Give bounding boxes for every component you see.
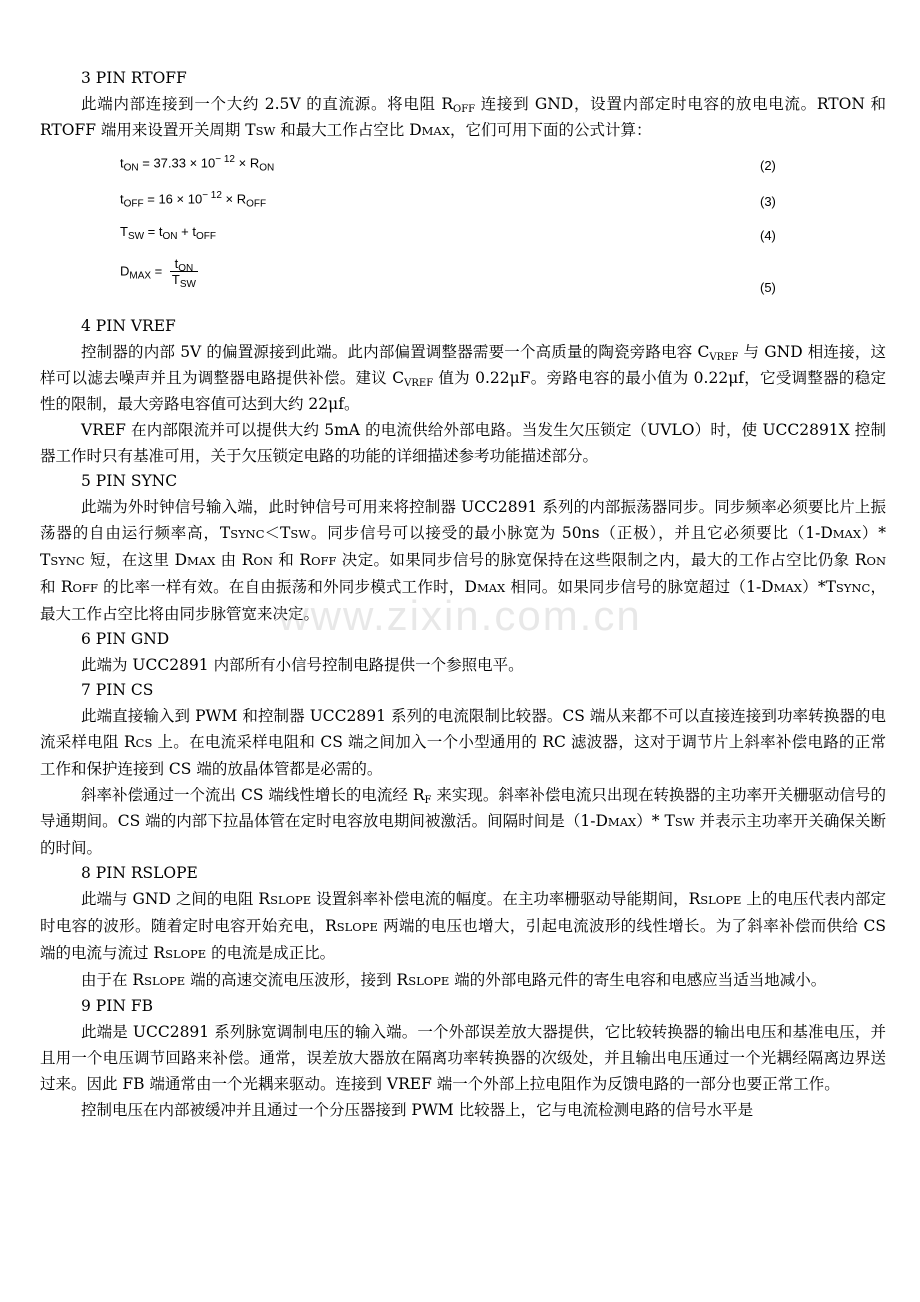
equation-tsw: $T_{SW} = t_{ON} + t_{OFF}$ xyxy=(120,224,216,242)
equations-block xyxy=(40,144,886,314)
section-title-gnd: 6 PIN GND xyxy=(81,630,170,648)
paragraph-rtoff: 此端内部连接到一个大约 2.5V 的直流源。将电阻 $R_{OFF}$ 连接到 GND，设置内部定时电容的放电电流。RTON 和 RTOFF 端用来设置开关周期 TSW 和最大工作占空比 DMAX，它们可用下面的公式计算： xyxy=(40,95,886,139)
section-title-fb: 9 PIN FB xyxy=(81,997,153,1015)
paragraph-rslope-1: 此端与 GND 之间的电阻 RSLOPE 设置斜率补偿电流的幅度。在主功率栅驱动导能期间，RSLOPE 上的电压代表内部定时电容的波形。随着定时电容开始充电，RSLOPE 两端的电压也增大，引起电流波形的线性增长。为了斜率补偿而供给 CS 端的电流与流过 RSLOPE 的电流是成正比。 xyxy=(40,890,886,962)
equation-number: (4) xyxy=(760,228,776,243)
equation-number: (3) xyxy=(760,194,776,209)
paragraph-fb-2: 控制电压在内部被缓冲并且通过一个分压器接到 PWM 比较器上，它与电流检测电路的信号水平是 xyxy=(81,1101,754,1119)
paragraph-sync: 此端为外时钟信号输入端，此时钟信号可用来将控制器 UCC2891 系列的内部振荡器同步。同步频率必须要比片上振荡器的自由运行频率高，TSYNC＜TSW。同步信号可以接受的最小脉宽为 50ns（正极），并且它必须要比（1-DMAX）* TSYNC 短，在这里 DMAX 由 RON 和 ROFF 决定。如果同步信号的脉宽保持在这些限制之内，最大的工作占空比仍象 RON 和 ROFF 的比率一样有效。在自由振荡和外同步模式工作时，DMAX 相同。如果同步信号的脉宽超过（1-DMAX）*TSYNC，最大工作占空比将由同步脉管宽来决定。 xyxy=(40,498,887,623)
equation-number: (2) xyxy=(760,158,776,173)
paragraph-vref-2: VREF 在内部限流并可以提供大约 5mA 的电流供给外部电路。当发生欠压锁定（UVLO）时，使 UCC2891X 控制器工作时只有基准可用，关于欠压锁定电路的功能的详细描述参考功能描述部分。 xyxy=(40,421,886,465)
paragraph-vref-1: 控制器的内部 5V 的偏置源接到此端。此内部偏置调整器需要一个高质量的陶瓷旁路电容 $C_{VREF}$ 与 GND 相连接，这样可以滤去噪声并且为调整器电路提供补偿。建议 $C_{VREF}$ 值为 0.22μF。旁路电容的最小值为 0.22μf，它受调整器的稳定性的限制，最大旁路电容值可达到大约 22μf。 xyxy=(40,343,886,413)
paragraph-gnd: 此端为 UCC2891 内部所有小信号控制电路提供一个参照电平。 xyxy=(81,656,524,674)
section-title-cs: 7 PIN CS xyxy=(81,681,154,699)
equation-toff: $t_{OFF} = 16 \times 10^{- 12} \times R_{OFF}$ xyxy=(120,190,267,210)
paragraph-cs-2: 斜率补偿通过一个流出 CS 端线性增长的电流经 $R_F$ 来实现。斜率补偿电流只出现在转换器的主功率开关栅驱动信号的导通期间。CS 端的内部下拉晶体管在定时电容放电期间被激活。间隔时间是（1-DMAX）* TSW 并表示主功率开关确保关断的时间。 xyxy=(40,786,887,857)
section-title-rslope: 8 PIN RSLOPE xyxy=(81,864,198,882)
paragraph-fb-1: 此端是 UCC2891 系列脉宽调制电压的输入端。一个外部误差放大器提供，它比较转换器的输出电压和基准电压，并且用一个电压调节回路来补偿。通常，误差放大器放在隔离功率转换器的次级处，并且输出电压通过一个光耦经隔离边界送过来。因此 FB 端通常由一个光耦来驱动。连接到 VREF 端一个外部上拉电阻作为反馈电路的一部分也要正常工作。 xyxy=(40,1023,886,1093)
equation-number: (5) xyxy=(760,280,776,295)
paragraph-rslope-2: 由于在 RSLOPE 端的高速交流电压波形，接到 RSLOPE 端的外部电路元件的寄生电容和电感应当适当地减小。 xyxy=(81,971,827,989)
section-title-sync: 5 PIN SYNC xyxy=(81,472,178,490)
paragraph-cs-1: 此端直接输入到 PWM 和控制器 UCC2891 系列的电流限制比较器。CS 端从来都不可以直接连接到功率转换器的电流采样电阻 RCS 上。在电流采样电阻和 CS 端之间加入一个小型通用的 RC 滤波器，这对于调节片上斜率补偿电路的正常工作和保护连接到 CS 端的放晶体管都是必需的。 xyxy=(40,707,886,778)
equation-dmax: $D_{MAX}$ = $\frac{t_{ON}}{T_{SW}}$ xyxy=(120,256,196,290)
section-title-rtoff: 3 PIN RTOFF xyxy=(81,69,187,87)
watermark: www.zixin.com.cn xyxy=(278,592,642,639)
section-title-vref: 4 PIN VREF xyxy=(81,317,176,335)
equation-ton: $t_{ON} = 37.33 \times 10^{- 12} \times R_{ON}$ xyxy=(120,154,275,174)
